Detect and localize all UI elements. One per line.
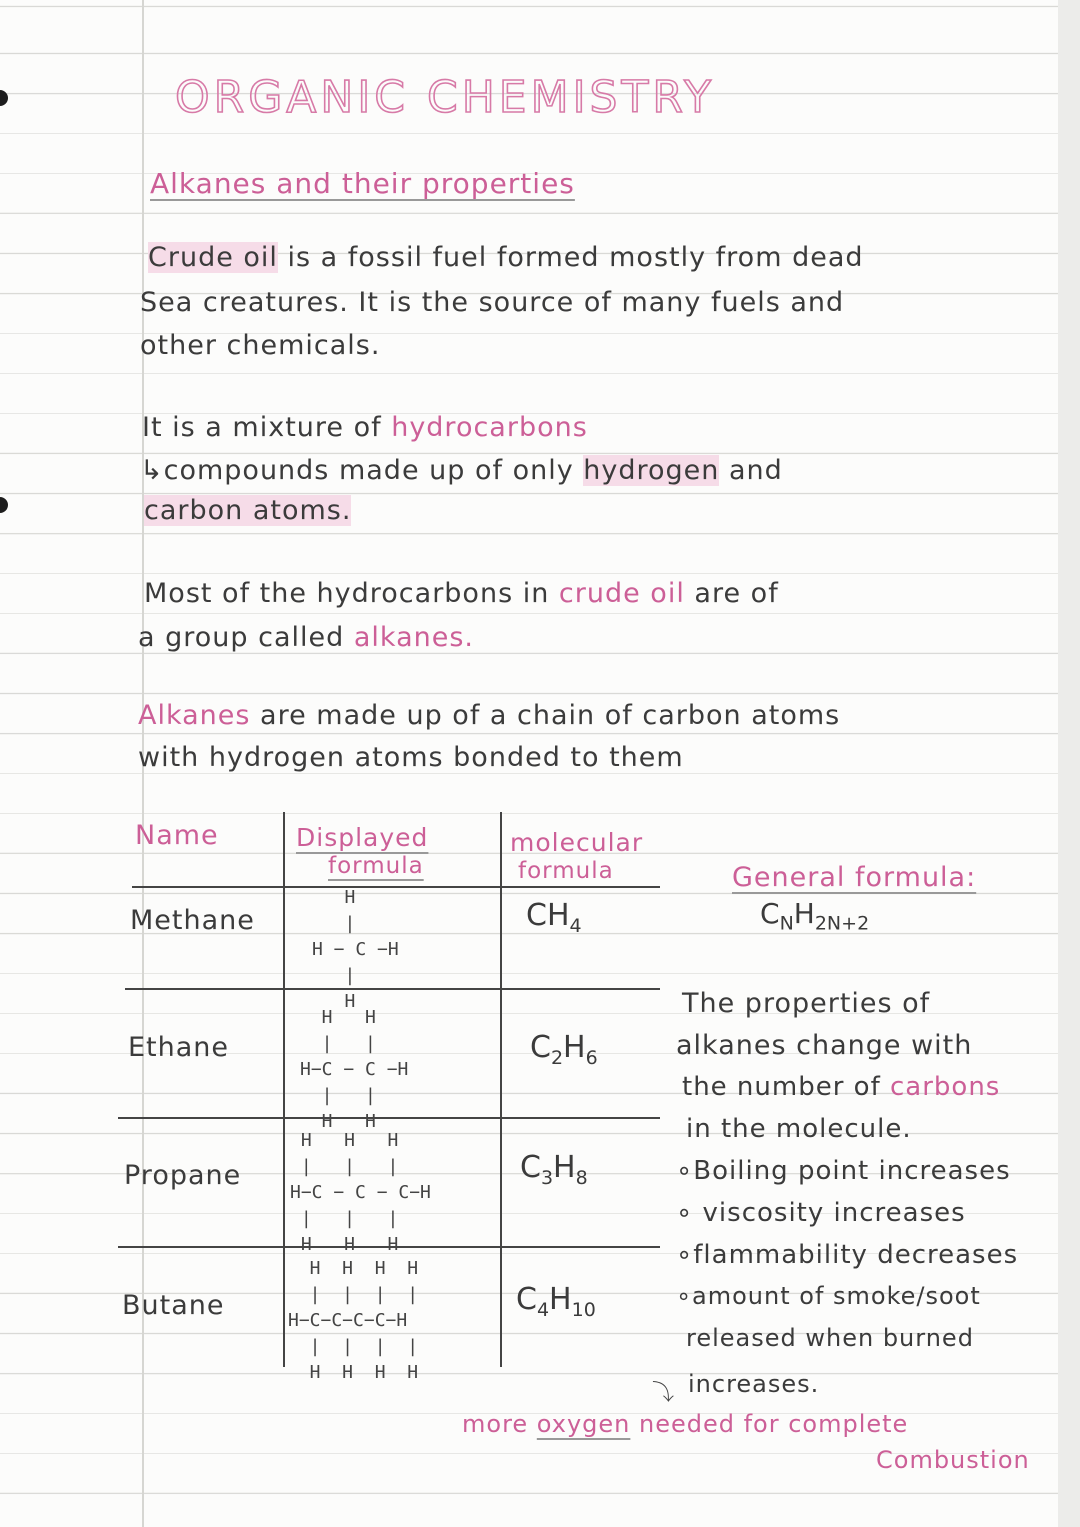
formula-part: CH xyxy=(526,898,570,933)
bullet-flammability xyxy=(676,1240,1018,1270)
para4-line1-text: are made up of a chain of carbon atoms xyxy=(250,700,841,731)
punch-hole xyxy=(0,90,8,106)
bullet-dot: ∘ xyxy=(676,1156,694,1186)
formula-part: C xyxy=(516,1282,537,1317)
props-line2: alkanes change with xyxy=(676,1030,973,1061)
table-divider xyxy=(283,812,285,1367)
oxygen-note xyxy=(462,1410,908,1438)
row-name-ethane: Ethane xyxy=(128,1032,230,1063)
methane-structure: H | H − C −H | H xyxy=(312,887,399,1012)
propane-structure: H H H | | | H−C − C − C−H | | | H H H xyxy=(290,1130,431,1255)
row-name-methane: Methane xyxy=(130,905,255,936)
header-name: Name xyxy=(135,820,219,851)
page-edge xyxy=(1058,0,1080,1527)
hydrogen-highlight: hydrogen xyxy=(583,455,720,486)
alkanes-heading-term: Alkanes xyxy=(138,700,251,731)
general-formula-label: General formula: xyxy=(732,862,977,893)
formula-sub: 6 xyxy=(585,1047,598,1069)
table-divider xyxy=(500,812,502,1367)
ethane-molecular-formula xyxy=(530,1030,598,1069)
methane-molecular-formula xyxy=(526,898,582,937)
header-displayed-2: formula xyxy=(328,853,424,879)
formula-part: H xyxy=(793,897,815,930)
formula-sub: 2 xyxy=(550,1047,564,1069)
header-molecular-2: formula xyxy=(518,858,614,884)
props-line3 xyxy=(682,1072,1000,1102)
para3-line2 xyxy=(138,622,474,653)
crude-oil-term: crude oil xyxy=(558,578,685,609)
formula-sub: N xyxy=(779,912,794,935)
bullet-text: viscosity increases xyxy=(702,1198,966,1228)
more-text: more xyxy=(462,1410,537,1438)
para4-line1 xyxy=(138,700,840,731)
formula-part: C xyxy=(760,897,780,930)
hydrocarbons-term: hydrocarbons xyxy=(391,412,588,443)
para1-line1 xyxy=(148,242,864,273)
page-title: ORGANIC CHEMISTRY xyxy=(175,72,715,123)
formula-sub: 4 xyxy=(569,915,582,937)
bullet-smoke-soot xyxy=(676,1282,981,1310)
alkanes-term: alkanes. xyxy=(353,622,474,653)
bullet-smoke-cont: released when burned xyxy=(686,1324,974,1352)
props-line3-text: the number of xyxy=(682,1072,890,1102)
formula-part: H xyxy=(553,1150,576,1185)
bullet-dot: ∘ xyxy=(676,1198,703,1228)
para3-line1-end: are of xyxy=(684,578,779,609)
formula-sub: 10 xyxy=(571,1299,596,1321)
para2-line2-text: ↳compounds made up of only xyxy=(140,455,584,486)
carbon-atoms-highlight: carbon atoms. xyxy=(144,495,352,526)
para2-line3 xyxy=(144,495,351,526)
bullet-dot: ∘ xyxy=(676,1282,693,1310)
bullet-viscosity xyxy=(676,1198,966,1228)
formula-sub: 2N+2 xyxy=(814,912,870,935)
formula-part: H xyxy=(549,1282,572,1317)
formula-part: C xyxy=(530,1030,551,1065)
ethane-structure: H H | | H−C − C −H | | H H xyxy=(300,1007,409,1132)
propane-molecular-formula xyxy=(520,1150,588,1189)
section-subtitle: Alkanes and their properties xyxy=(150,167,575,200)
butane-structure: H H H H | | | | H−C−C−C−C−H | | | | H H H H xyxy=(288,1258,419,1383)
para4-line2: with hydrogen atoms bonded to them xyxy=(138,742,684,773)
formula-sub: 3 xyxy=(540,1167,554,1189)
props-line1: The properties of xyxy=(682,988,931,1019)
para1-line3: other chemicals. xyxy=(140,330,381,361)
oxygen-term: oxygen xyxy=(536,1410,631,1438)
para3-line2-text: a group called xyxy=(138,622,354,653)
para2-line2-end: and xyxy=(719,455,783,486)
row-name-butane: Butane xyxy=(122,1290,225,1321)
para3-line1-text: Most of the hydrocarbons in xyxy=(144,578,559,609)
bullet-boiling-point xyxy=(676,1156,1011,1186)
butane-molecular-formula xyxy=(516,1282,596,1321)
increases-note: increases. xyxy=(688,1370,820,1398)
header-displayed: Displayed xyxy=(296,823,429,852)
row-name-propane: Propane xyxy=(124,1160,242,1191)
oxygen-note-text: needed for complete xyxy=(630,1410,909,1438)
general-formula xyxy=(760,897,869,935)
combustion-note: Combustion xyxy=(876,1446,1030,1474)
carbons-term: carbons xyxy=(890,1072,1001,1102)
punch-hole xyxy=(0,497,8,513)
para2-line1-text: It is a mixture of xyxy=(142,412,392,443)
para2-line2 xyxy=(140,455,783,486)
formula-sub: 4 xyxy=(536,1299,550,1321)
para1-line1-text: is a fossil fuel formed mostly from dead xyxy=(277,242,864,273)
formula-part: H xyxy=(563,1030,586,1065)
props-line4: in the molecule. xyxy=(686,1114,912,1144)
para3-line1 xyxy=(144,578,779,609)
para2-line1 xyxy=(142,412,588,443)
bullet-text: flammability decreases xyxy=(693,1240,1019,1270)
formula-part: C xyxy=(520,1150,541,1185)
header-molecular: molecular xyxy=(510,828,644,857)
bullet-text: Boiling point increases xyxy=(693,1156,1011,1186)
crude-oil-highlight: Crude oil xyxy=(148,242,278,273)
formula-sub: 8 xyxy=(575,1167,588,1189)
bullet-text: amount of smoke/soot xyxy=(692,1282,981,1310)
bullet-dot: ∘ xyxy=(676,1240,694,1270)
arrow-down-icon: ⤵ xyxy=(652,1381,675,1406)
para1-line2: Sea creatures. It is the source of many fuels and xyxy=(140,287,845,318)
